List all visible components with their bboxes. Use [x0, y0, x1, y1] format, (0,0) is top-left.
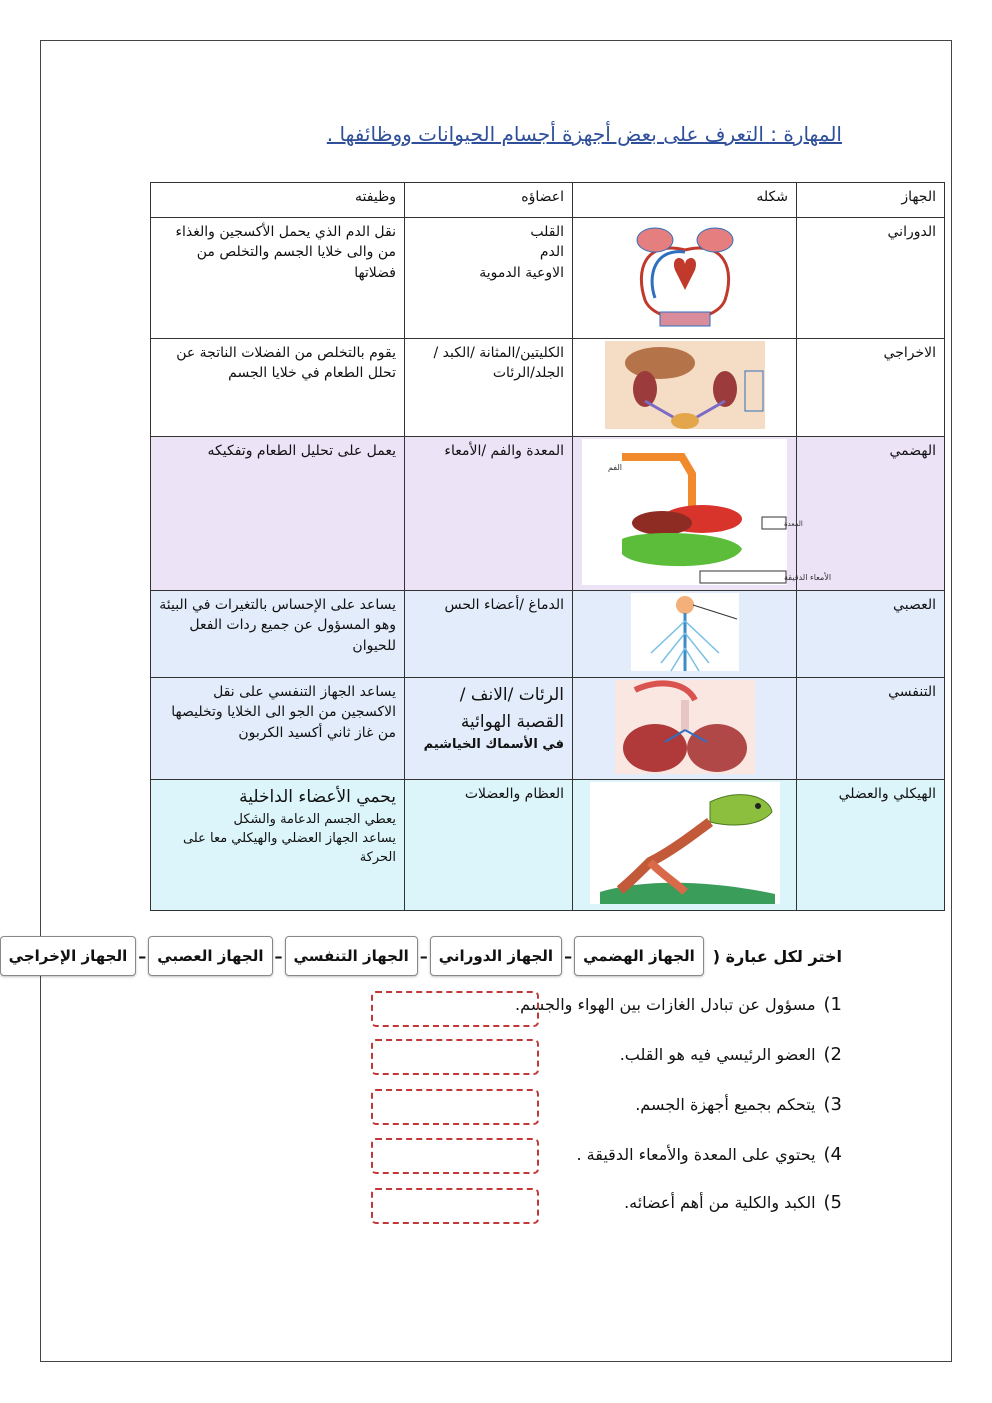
option-excretory[interactable]: الجهاز الإخراجي: [0, 936, 136, 976]
system-image: [573, 591, 797, 678]
question-text: العضو الرئيسي فيه هو القلب.: [619, 1045, 816, 1064]
function-cell: [151, 780, 405, 911]
function-main: يحمي الأعضاء الداخلية: [239, 787, 396, 807]
label-mouth: الفم: [607, 463, 622, 472]
organs-cell: الكليتين/المثانة /الكبد /الجلد/الرئات: [405, 339, 573, 437]
header-system: الجهاز: [797, 183, 945, 218]
system-name: التنفسي: [797, 678, 945, 780]
system-name: الهضمي: [797, 437, 945, 591]
option-circulatory[interactable]: الجهاز الدوراني: [430, 936, 562, 976]
question-number: 1): [823, 994, 842, 1015]
system-image: [573, 339, 797, 437]
separator: –: [138, 946, 147, 966]
function-cell: يعمل على تحليل الطعام وتفكيكه: [151, 437, 405, 591]
function-cell: يقوم بالتخلص من الفضلات الناتجة عن تحلل الطعام في خلايا الجسم: [151, 339, 405, 437]
table-row: [151, 218, 945, 339]
organ-item: الاوعية الدموية: [479, 264, 564, 281]
page-title: المهارة : التعرف على بعض أجهزة أجسام الحيوانات ووظائفها .: [326, 122, 842, 146]
question-text: يحتوي على المعدة والأمعاء الدقيقة .: [576, 1145, 816, 1164]
organs-cell: الدماغ /أعضاء الحس: [405, 591, 573, 678]
question-3: [635, 1094, 842, 1115]
option-digestive[interactable]: الجهاز الهضمي: [574, 936, 704, 976]
table-header-row: [151, 183, 945, 218]
choose-instruction-row: [0, 928, 842, 984]
systems-table: [150, 182, 945, 911]
digestive-system-icon: [582, 439, 832, 585]
answer-box-1[interactable]: [371, 991, 539, 1027]
question-2: [620, 1044, 842, 1065]
system-name: الاخراجي: [797, 339, 945, 437]
separator: –: [274, 946, 283, 966]
question-text: مسؤول عن تبادل الغازات بين الهواء والجسم.: [514, 995, 816, 1014]
question-number: 4): [823, 1144, 842, 1165]
label-stomach: المعدة: [784, 520, 803, 528]
organ-note: في الأسماك الخياشيم: [423, 737, 564, 753]
answer-box-2[interactable]: [371, 1039, 539, 1075]
system-name: العصبي: [797, 591, 945, 678]
function-cell: نقل الدم الذي يحمل الأكسجين والغذاء من والى خلايا الجسم والتخلص من فضلاتها: [151, 218, 405, 339]
organs-cell: العظام والعضلات: [405, 780, 573, 911]
header-function: وظيفته: [151, 183, 405, 218]
header-shape: شكله: [573, 183, 797, 218]
nervous-system-icon: [631, 593, 739, 671]
respiratory-system-icon: [615, 680, 755, 774]
function-cell: يساعد على الإحساس بالتغيرات في البيئة وهو المسؤول عن جميع ردات الفعل للحيوان: [151, 591, 405, 678]
table-row: [151, 339, 945, 437]
system-image: [573, 437, 832, 591]
system-image: [573, 780, 797, 911]
organ-item: القلب: [530, 224, 564, 240]
system-name: الدوراني: [797, 218, 945, 339]
option-respiratory[interactable]: الجهاز التنفسي: [285, 936, 418, 976]
question-number: 2): [823, 1044, 842, 1065]
option-nervous[interactable]: الجهاز العصبي: [148, 936, 272, 976]
organ-item: الدم: [539, 244, 564, 261]
question-5: [624, 1192, 842, 1213]
answer-box-5[interactable]: [371, 1188, 539, 1224]
answer-box-4[interactable]: [371, 1138, 539, 1174]
system-image: [573, 218, 797, 339]
question-number: 5): [823, 1192, 842, 1213]
question-number: 3): [823, 1094, 842, 1115]
function-cell: يساعد الجهاز التنفسي على نقل الاكسجين من الجو الى الخلايا وتخليصها من غاز ثاني أكسيد الكربون: [151, 678, 405, 780]
separator: –: [419, 946, 428, 966]
question-text: يتحكم بجميع أجهزة الجسم.: [635, 1095, 816, 1114]
question-text: الكبد والكلية من أهم أعضائه.: [624, 1193, 816, 1212]
separator: –: [564, 946, 573, 966]
function-line: يعطي الجسم الدعامة والشكل: [233, 812, 396, 828]
answer-box-3[interactable]: [371, 1089, 539, 1125]
table-row: [151, 437, 945, 591]
frog-muscles-icon: [590, 782, 780, 904]
header-organs: اعضاؤه: [405, 183, 573, 218]
organs-cell: [405, 218, 573, 339]
question-1: [515, 994, 842, 1015]
excretory-system-icon: [605, 341, 765, 429]
system-name: الهيكلي والعضلي: [797, 780, 945, 911]
table-row: [151, 591, 945, 678]
instruction-label: اختر لكل عبارة (: [712, 946, 842, 966]
function-line: يساعد الجهاز العضلي والهيكلي معا على الحركة: [182, 831, 396, 865]
circulatory-system-icon: [625, 220, 745, 332]
organs-cell: [405, 678, 573, 780]
table-row: [151, 678, 945, 780]
question-4: [577, 1144, 843, 1165]
label-small-intestine: الأمعاء الدقيقة: [784, 573, 832, 582]
organs-cell: المعدة والفم /الأمعاء: [405, 437, 573, 591]
system-image: [573, 678, 797, 780]
table-row: [151, 780, 945, 911]
organ-item: الرئات /الانف /القصبة الهوائية: [459, 685, 564, 733]
